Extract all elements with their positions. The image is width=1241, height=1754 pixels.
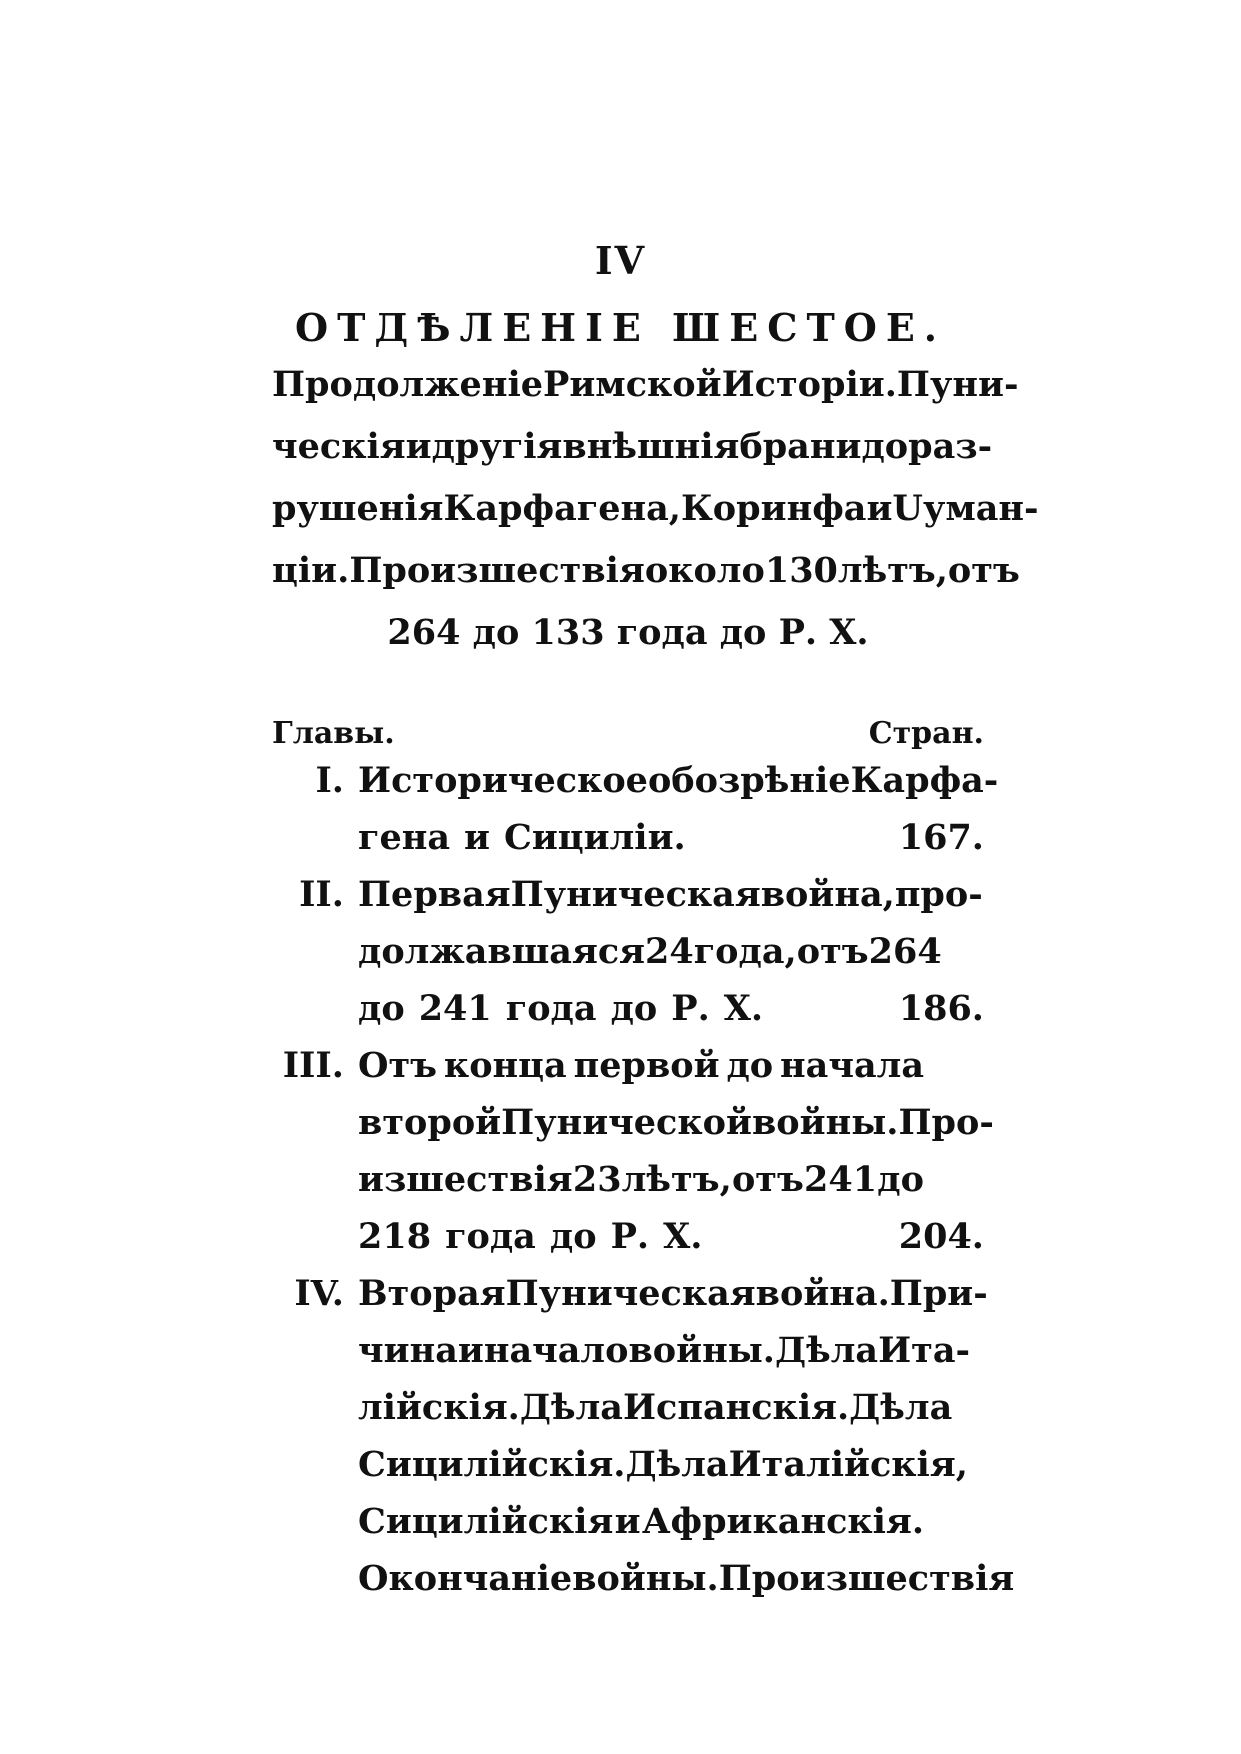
chapter-title-word: война,: [760, 874, 895, 915]
chapter-title-word: должавшаяся: [358, 931, 646, 972]
summary-line: [272, 416, 993, 478]
chapter-title-word: Дѣла: [625, 1444, 729, 1485]
section-summary: [272, 354, 1039, 664]
chapter-title-word: изшествія: [358, 1159, 573, 1200]
chapter-title-word: Пуническая: [505, 1273, 756, 1314]
chapter-title-word: Италійскія,: [728, 1444, 968, 1485]
summary-word: Коринфа: [680, 488, 867, 529]
chapter-title-line: [358, 1265, 988, 1322]
chapter-title-line: [358, 866, 983, 923]
summary-word: Римской: [543, 364, 722, 405]
chapter-title-word: 264: [868, 931, 942, 972]
summary-word: Произшествія: [349, 550, 645, 591]
chapter-title-word: Испанскія.: [622, 1387, 850, 1428]
summary-word: внѣшнія: [562, 426, 740, 467]
chapter-title-word: 218: [358, 1216, 432, 1257]
chapter-title-line: [358, 923, 942, 980]
chapter-title-word: Р.: [610, 1216, 650, 1257]
table-of-contents: [268, 752, 1015, 1607]
chapter-title-line: [358, 1550, 1015, 1607]
summary-last-line: 264 до 133 года до Р. Х.: [387, 612, 869, 653]
chapter-title-word: и: [614, 1501, 641, 1542]
chapter-title-word: про-: [894, 874, 983, 915]
toc-entry: [268, 866, 984, 1037]
chapter-title-word: гена: [358, 817, 451, 858]
chapter-title-word: до: [549, 1216, 597, 1257]
summary-word: Исторіи.: [721, 364, 897, 405]
summary-word: Продолженіе: [272, 364, 544, 405]
summary-line: [272, 354, 1019, 416]
chapter-title: [358, 1265, 1015, 1607]
toc-entry: [268, 1037, 994, 1265]
chapter-title-word: года,: [693, 931, 797, 972]
summary-word: Пуни-: [896, 364, 1019, 405]
toc-entry: [268, 1265, 1015, 1607]
chapter-title-word: Пуническая: [510, 874, 761, 915]
chapter-title-word: Окончаніе: [358, 1558, 573, 1599]
section-title: ОТДѢЛЕНІЕ ШЕСТОЕ.: [294, 305, 947, 350]
chapter-title-word: Сицилійскія.: [358, 1444, 626, 1485]
chapter-title-word: Дѣла: [849, 1387, 953, 1428]
chapter-title-word: Африканскія.: [642, 1501, 924, 1542]
summary-word: до: [861, 426, 909, 467]
chapter-title-word: первой: [573, 1045, 720, 1086]
chapter-title-word: лійскія.: [358, 1387, 520, 1428]
summary-word: лѣтъ,: [837, 550, 948, 591]
summary-word: ческія: [272, 426, 406, 467]
summary-word: Uуман-: [892, 488, 1039, 529]
chapter-numeral: II.: [299, 874, 344, 915]
chapter-title-word: Пунической: [501, 1102, 752, 1143]
chapter-title-word: лѣтъ,: [621, 1159, 732, 1200]
chapter-title-line: [358, 1208, 924, 1265]
chapter-title-word: При-: [889, 1273, 988, 1314]
chapter-title-word: обозрѣніе: [647, 760, 851, 801]
chapter-title-word: 24: [645, 931, 694, 972]
toc-header-pages: Стран.: [868, 716, 984, 751]
chapter-title-word: Карфа-: [850, 760, 999, 801]
chapter-page-number: 204.: [898, 1216, 984, 1257]
summary-word: 130: [764, 550, 838, 591]
chapter-page-number: 167.: [898, 817, 984, 858]
chapter-title-word: Первая: [358, 874, 511, 915]
chapter-title-line: [358, 1493, 924, 1550]
chapter-title-word: до: [877, 1159, 924, 1200]
chapter-title-line: [358, 980, 924, 1037]
chapter-title-line: [358, 752, 999, 809]
chapter-title-word: Про-: [898, 1102, 994, 1143]
chapter-title-word: отъ: [796, 931, 869, 972]
summary-word: рушенія: [272, 488, 444, 529]
chapter-title-word: года: [505, 988, 597, 1029]
toc-header-chapters: Главы.: [272, 716, 395, 751]
toc-header: [272, 716, 984, 751]
chapter-title-word: Вторая: [358, 1273, 506, 1314]
chapter-title-word: года: [445, 1216, 536, 1257]
toc-entry: [268, 752, 999, 866]
chapter-title-word: до: [358, 988, 405, 1029]
chapter-numeral: III.: [282, 1045, 344, 1086]
chapter-title-line: [358, 1094, 994, 1151]
chapter-title-word: Х.: [723, 988, 764, 1029]
chapter-title-word: начала: [780, 1045, 924, 1086]
chapter-title-word: Отъ: [358, 1045, 438, 1086]
chapter-title-word: 241: [804, 1159, 878, 1200]
chapter-title-word: Сициліи.: [503, 817, 686, 858]
chapter-title-word: война.: [755, 1273, 890, 1314]
chapter-title-word: чина: [358, 1330, 458, 1371]
chapter-numeral: IV.: [294, 1273, 344, 1314]
chapter-title-line: [358, 1436, 968, 1493]
chapter-title-word: войны.: [572, 1558, 719, 1599]
chapter-title-word: до: [610, 988, 658, 1029]
summary-word: около: [644, 550, 765, 591]
chapter-title-word: и: [457, 1330, 484, 1371]
chapter-title-line: [358, 1322, 971, 1379]
chapter-title-word: начало: [483, 1330, 629, 1371]
chapter-title-line: [358, 1037, 924, 1094]
chapter-page-number: 186.: [898, 988, 984, 1029]
chapter-title-word: Р.: [671, 988, 710, 1029]
chapter-title-word: Х.: [663, 1216, 703, 1257]
chapter-title-line: [358, 809, 924, 866]
chapter-title-word: и: [464, 817, 490, 858]
summary-word: другія: [431, 426, 563, 467]
chapter-title-word: войны.: [751, 1102, 899, 1143]
chapter-title-word: конца: [443, 1045, 567, 1086]
chapter-title-line: [358, 1379, 953, 1436]
summary-word: ціи.: [272, 550, 350, 591]
summary-word: брани: [739, 426, 862, 467]
chapter-title-word: Дѣла: [774, 1330, 879, 1371]
summary-word: Карфагена,: [443, 488, 681, 529]
summary-line: [272, 478, 1039, 540]
chapter-title-word: Историческое: [358, 760, 648, 801]
summary-word: отъ: [947, 550, 1020, 591]
chapter-title-word: Сицилійскія: [358, 1501, 614, 1542]
chapter-title-word: Дѣла: [519, 1387, 623, 1428]
summary-word: раз-: [908, 426, 993, 467]
chapter-title-word: войны.: [628, 1330, 775, 1371]
chapter-numeral: I.: [315, 760, 344, 801]
chapter-title-word: отъ: [731, 1159, 804, 1200]
chapter-title-word: 241: [418, 988, 492, 1029]
chapter-title-line: [358, 1151, 924, 1208]
chapter-title-word: Ита-: [878, 1330, 971, 1371]
chapter-title-word: второй: [358, 1102, 502, 1143]
page-number: IV: [594, 238, 647, 283]
summary-line: [272, 540, 1020, 602]
summary-word: и: [405, 426, 432, 467]
chapter-title-word: до: [726, 1045, 774, 1086]
chapter-title-word: Произшествія: [718, 1558, 1015, 1599]
chapter-title-word: 23: [572, 1159, 622, 1200]
summary-word: и: [866, 488, 893, 529]
